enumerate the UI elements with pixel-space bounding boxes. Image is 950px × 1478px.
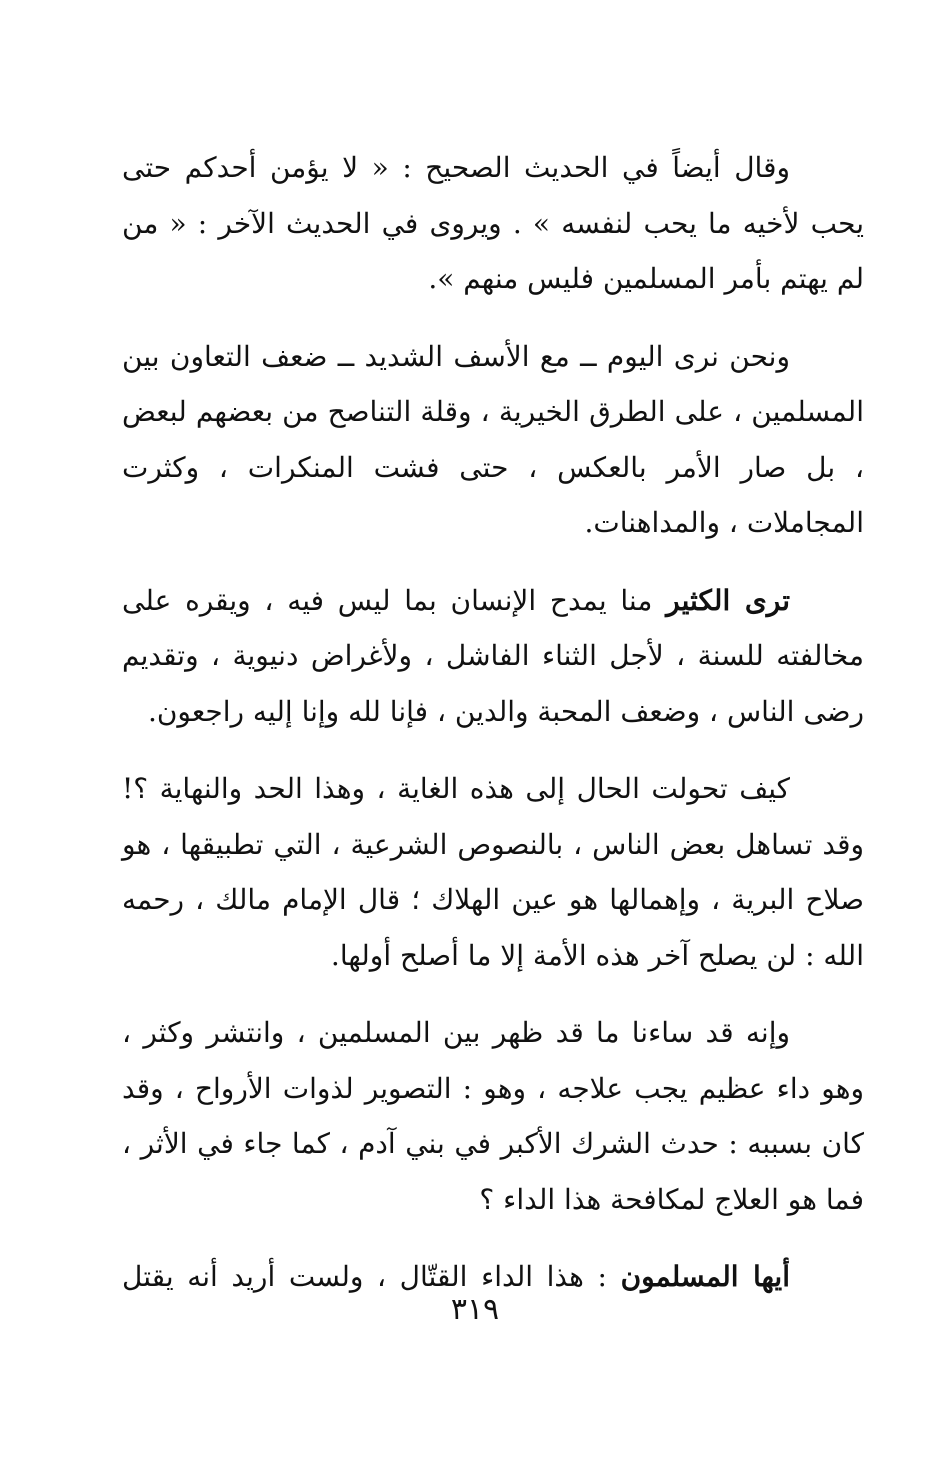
paragraph-4-text: كيف تحولت الحال إلى هذه الغاية ، وهذا الحد والنهاية ؟! وقد تساهل بعض الناس ، بالنصوص الشرعية ، التي تطبيقها ، هو صلاح البرية ، وإهمالها هو عين الهلاك ؛ قال الإمام مالك ، رحمه الله : لن يصلح آخر هذه الأمة إلا ما أصلح أولها. xyxy=(122,772,864,972)
paragraph-1-text: وقال أيضاً في الحديث الصحيح : « لا يؤمن أحدكم حتى يحب لأخيه ما يحب لنفسه » . ويروى في الحديث الآخر : « من لم يهتم بأمر المسلمين فليس منهم ». xyxy=(122,151,864,295)
paragraph-4 xyxy=(122,761,864,983)
paragraph-6-text: : هذا الداء القتّال ، ولست أريد أنه يقتل xyxy=(122,1260,621,1293)
paragraph-2 xyxy=(122,329,864,551)
paragraph-3 xyxy=(122,573,864,740)
paragraph-1 xyxy=(122,140,864,307)
paragraph-3-lead: ترى الكثير xyxy=(666,583,791,617)
paragraph-2-text: ونحن نرى اليوم ــ مع الأسف الشديد ــ ضعف التعاون بين المسلمين ، على الطرق الخيرية ، وقلة التناصح من بعضهم لبعض ، بل صار الأمر بالعكس ، حتى فشت المنكرات ، وكثرت المجاملات ، والمداهنات. xyxy=(122,339,864,539)
paragraph-6-lead: أيها المسلمون xyxy=(620,1260,790,1293)
paragraph-5 xyxy=(122,1005,864,1227)
page-number: ٣١٩ xyxy=(450,1292,500,1327)
paragraph-3-text: منا يمدح الإنسان بما ليس فيه ، ويقره على مخالفته للسنة ، لأجل الثناء الفاشل ، ولأغراض دنيوية ، وتقديم رضى الناس ، وضعف المحبة والدين ، فإنا لله وإنا إليه راجعون. xyxy=(122,583,864,728)
body-text xyxy=(122,140,864,1327)
paragraph-5-text: وإنه قد ساءنا ما قد ظهر بين المسلمين ، وانتشر وكثر ، وهو داء عظيم يجب علاجه ، وهو : التصوير لذوات الأرواح ، وقد كان بسببه : حدث الشرك الأكبر في بني آدم ، كما جاء في الأثر ، فما هو العلاج لمكافحة هذا الداء ؟ xyxy=(122,1016,864,1216)
